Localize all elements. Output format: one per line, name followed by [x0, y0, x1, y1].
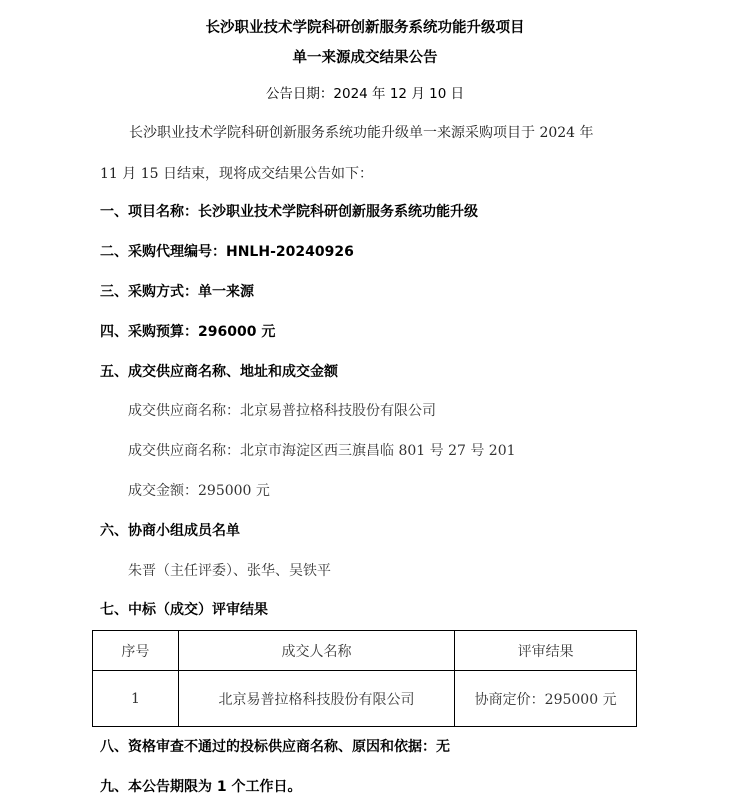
- document-subtitle: 单一来源成交结果公告: [292, 50, 438, 66]
- intro-paragraph-line2: 11 月 15 日结束，现将成交结果公告如下：: [100, 166, 373, 182]
- table-row: [93, 671, 637, 727]
- intro-paragraph-line1: 长沙职业技术学院科研创新服务系统功能升级单一来源采购项目于 2024 年: [129, 125, 594, 141]
- section-failed-suppliers: 八、资格审查不通过的投标供应商名称、原因和依据：无: [100, 739, 450, 755]
- section-review-heading: 七、中标（成交）评审结果: [100, 602, 268, 618]
- cell-deal-party-name: 北京易普拉格科技股份有限公司: [178, 671, 454, 727]
- cell-review-result: 协商定价：295000 元: [455, 671, 637, 727]
- document-title: 长沙职业技术学院科研创新服务系统功能升级项目: [205, 20, 525, 36]
- header-seq: 序号: [93, 631, 179, 671]
- section-panel-heading: 六、协商小组成员名单: [100, 523, 240, 539]
- cell-seq: 1: [93, 671, 179, 727]
- panel-members: 朱晋（主任评委）、张华、吴铁平: [128, 563, 331, 579]
- deal-amount: 成交金额：295000 元: [128, 483, 270, 499]
- section-agency-code: 二、采购代理编号：HNLH-20240926: [100, 244, 354, 260]
- section-supplier-heading: 五、成交供应商名称、地址和成交金额: [100, 364, 338, 380]
- section-budget: 四、采购预算：296000 元: [100, 324, 276, 340]
- section-project-name: 一、项目名称：长沙职业技术学院科研创新服务系统功能升级: [100, 204, 478, 220]
- supplier-address: 成交供应商名称：北京市海淀区西三旗昌临 801 号 27 号 201: [128, 443, 516, 459]
- header-deal-party-name: 成交人名称: [178, 631, 454, 671]
- announce-date: 公告日期：2024 年 12 月 10 日: [265, 86, 465, 102]
- supplier-name: 成交供应商名称：北京易普拉格科技股份有限公司: [128, 403, 436, 419]
- header-review-result: 评审结果: [455, 631, 637, 671]
- table-header-row: [93, 631, 637, 671]
- section-procurement-method: 三、采购方式：单一来源: [100, 284, 254, 300]
- review-result-table: [92, 630, 637, 727]
- section-announce-period: 九、本公告期限为 1 个工作日。: [100, 779, 302, 795]
